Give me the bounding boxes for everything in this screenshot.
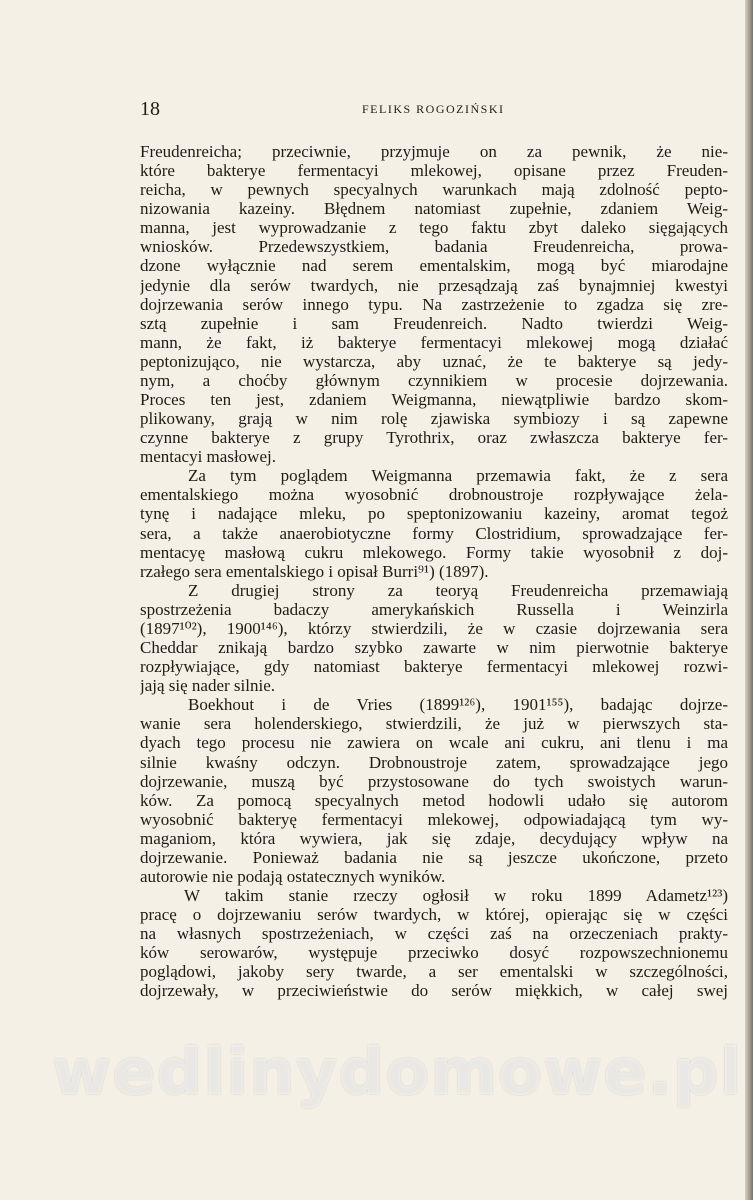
text-line: tynę i nadające mleku, po speptonizowaniu kazeiny, aromat tegoż: [140, 504, 728, 524]
text-line: jedynie dla serów twardych, nie przesądzają zaś bynajmniej kwestyi: [140, 275, 728, 295]
text-line: silnie kwaśny odczyn. Drobnoustroje zatem, sprowadzające jego: [140, 752, 728, 772]
text-line: sera, a także anaerobiotyczne formy Clostridium, sprowadzające fer-: [140, 523, 728, 543]
text-line: dojrzewały, w przeciwieństwie do serów miękkich, w całej swej: [140, 981, 728, 1001]
body-text: [140, 142, 728, 1001]
text-line: Freudenreicha; przeciwnie, przyjmuje on za pewnik, że nie-: [140, 142, 728, 161]
text-line: jają się nader silnie.: [140, 676, 276, 696]
text-line: ków serowarów, występuje przeciwko dosyć rozpowszechnionemu: [140, 943, 728, 963]
text-line: mentacyę masłową cukru mlekowego. Formy takie wyosobnił z doj-: [140, 542, 728, 562]
text-line: dzone wyłącznie nad serem ementalskim, mogą być miarodajne: [140, 256, 728, 276]
text-line: peptonizująco, nie wystarcza, aby uznać, że te bakterye są jedy-: [140, 351, 728, 371]
text-line: mentacyi masłowej.: [140, 447, 276, 467]
running-head: [140, 98, 728, 124]
text-line: dyach tego procesu nie zawiera on wcale ani cukru, ani tlenu i ma: [140, 733, 728, 753]
text-line: Z drugiej strony za teoryą Freudenreicha przemawiają: [188, 580, 728, 600]
text-line: rzałego sera ementalskiego i opisał Burri⁹¹) (1897).: [140, 561, 489, 581]
text-line: autorowie nie podają ostatecznych wyników.: [140, 866, 446, 886]
text-line: reicha, w pewnych specyalnych warunkach mają zdolność pepto-: [140, 180, 728, 200]
text-line: (1897¹⁰²), 1900¹⁴⁶), którzy stwierdzili, że w czasie dojrzewania sera: [140, 618, 728, 638]
text-line: wniosków. Przedewszystkiem, badania Freudenreicha, prowa-: [140, 237, 728, 257]
text-line: wyosobnić bakteryę fermentacyi mlekowej, odpowiadającą tym wy-: [140, 809, 728, 829]
text-line: wanie sera holenderskiego, stwierdzili, że już w pierwszych sta-: [140, 714, 728, 734]
text-line: na własnych spostrzeżeniach, w części zaś na orzeczeniach prakty-: [140, 924, 728, 944]
text-line: Cheddar znikają bardzo szybko zawarte w nim pierwotnie bakterye: [140, 638, 728, 658]
text-line: spostrzeżenia badaczy amerykańskich Russella i Weinzirla: [140, 599, 728, 619]
text-line: Boekhout i de Vries (1899¹²⁶), 1901¹⁵⁵), badając dojrze-: [188, 695, 728, 715]
text-line: dojrzewanie, muszą być przystosowane do tych swoistych warun-: [140, 771, 728, 791]
running-title: FELIKS ROGOZIŃSKI: [362, 102, 505, 116]
page-edge: [745, 0, 753, 1200]
watermark: wedlinydomowe.pl: [52, 1036, 743, 1110]
text-line: nizowania kazeiny. Błędnem natomiast zupełnie, zdaniem Weig-: [140, 199, 728, 219]
text-line: manna, jest wyprowadzanie z tego faktu zbyt daleko sięgających: [140, 218, 728, 238]
text-line: Za tym poglądem Weigmanna przemawia fakt, że z sera: [188, 466, 728, 486]
text-line: pracę o dojrzewaniu serów twardych, w której, opierając się w części: [140, 905, 728, 925]
text-line: ementalskiego można wyosobnić drobnoustroje rozpływające żela-: [140, 485, 728, 505]
text-line: ków. Za pomocą specyalnych metod hodowli udało się autorom: [140, 790, 728, 810]
text-line: nym, a choćby głównym czynnikiem w procesie dojrzewania.: [140, 370, 728, 390]
text-line: dojrzewanie. Ponieważ badania nie są jeszcze ukończone, przeto: [140, 847, 728, 867]
text-line: które bakterye fermentacyi mlekowej, opisane przez Freuden-: [140, 161, 728, 181]
text-line: mann, że fakt, iż bakterye fermentacyi mlekowej mogą działać: [140, 332, 728, 352]
text-line: poglądowi, jakoby sery twarde, a ser ementalski w szczególności,: [140, 962, 728, 982]
page-number: 18: [140, 98, 160, 120]
text-line: czynne bakterye z grupy Tyrothrix, oraz zwłaszcza bakterye fer-: [140, 428, 728, 448]
text-line: plikowany, grają w nim rolę zjawiska symbiozy i są zapewne: [140, 409, 728, 429]
text-line: dojrzewania serów innego typu. Na zastrzeżenie to zgadza się zre-: [140, 294, 728, 314]
text-line: W takim stanie rzeczy ogłosił w roku 1899 Adametz¹²³): [184, 886, 728, 906]
text-line: maganiom, która wywiera, jak się zdaje, decydujący wpływ na: [140, 828, 728, 848]
text-line: sztą zupełnie i sam Freudenreich. Nadto twierdzi Weig-: [140, 313, 728, 333]
text-line: Proces ten jest, zdaniem Weigmanna, niewątpliwie bardzo skom-: [140, 390, 728, 410]
text-line: rozpływiające, gdy natomiast bakterye fermentacyi mlekowej rozwi-: [140, 657, 728, 677]
